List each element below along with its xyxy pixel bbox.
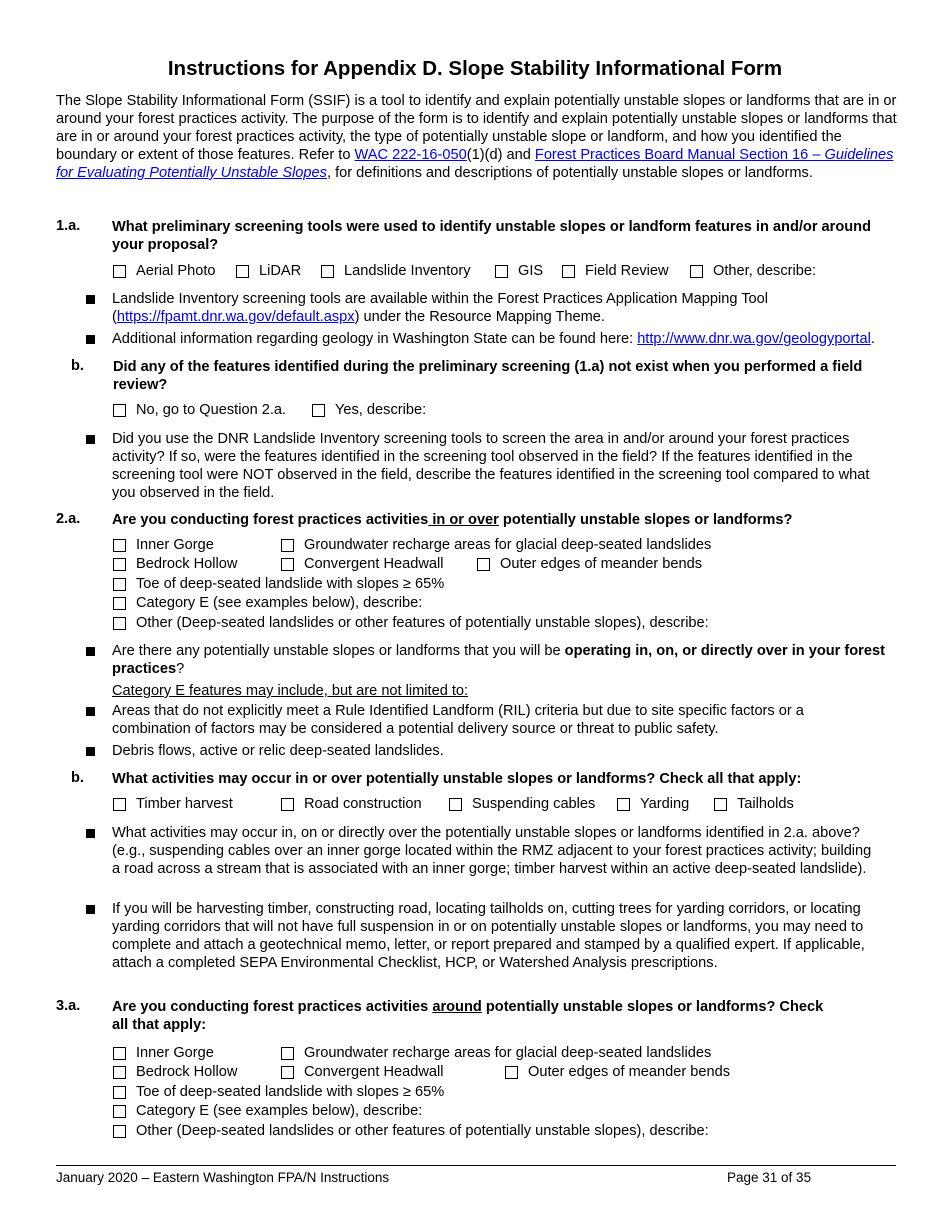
bullet-text-part: Additional information regarding geology in Washington State can be found here: bbox=[112, 331, 638, 347]
question-text: Are you conducting forest practices activities bbox=[112, 999, 433, 1015]
checkbox-box[interactable] bbox=[113, 265, 126, 278]
checkbox-outer-edges-3a[interactable] bbox=[505, 1063, 730, 1082]
checkbox-label: Category E (see examples below), describe: bbox=[136, 595, 423, 611]
checkbox-label: LiDAR bbox=[259, 263, 302, 279]
checkbox-box[interactable] bbox=[281, 1066, 294, 1079]
checkbox-other-features-3a[interactable] bbox=[113, 1122, 709, 1141]
checkbox-label: Yes, describe: bbox=[335, 402, 427, 418]
checkbox-label: GIS bbox=[518, 263, 544, 279]
checkbox-box[interactable] bbox=[321, 265, 334, 278]
question-number-1b: b. bbox=[71, 358, 84, 374]
checkbox-category-e-3a[interactable] bbox=[113, 1102, 422, 1121]
checkbox-convergent-headwall[interactable] bbox=[281, 555, 444, 574]
checkbox-box[interactable] bbox=[113, 597, 126, 610]
footer-left: January 2020 – Eastern Washington FPA/N Instructions bbox=[56, 1170, 390, 1185]
checkbox-tailholds[interactable] bbox=[714, 795, 794, 814]
checkbox-box[interactable] bbox=[505, 1066, 518, 1079]
bullet-square-icon bbox=[86, 435, 95, 444]
checkbox-label: Category E (see examples below), describe: bbox=[136, 1103, 423, 1119]
bullet-square-icon bbox=[86, 707, 95, 716]
checkbox-toe-landslide-3a[interactable] bbox=[113, 1083, 444, 1102]
board-manual-link-title: Guidelines for Evaluating Potentially Unstable Slopes bbox=[56, 147, 894, 181]
checkbox-label: Bedrock Hollow bbox=[136, 556, 238, 572]
checkbox-box[interactable] bbox=[113, 1047, 126, 1060]
checkbox-box[interactable] bbox=[495, 265, 508, 278]
question-emphasis: around bbox=[432, 999, 482, 1015]
checkbox-box[interactable] bbox=[113, 1086, 126, 1099]
checkbox-groundwater[interactable] bbox=[281, 536, 711, 555]
checkbox-label: Road construction bbox=[304, 796, 422, 812]
intro-paragraph bbox=[56, 92, 906, 182]
footer-page-number: Page 31 of 35 bbox=[727, 1170, 812, 1185]
checkbox-box[interactable] bbox=[449, 798, 462, 811]
checkbox-yarding[interactable] bbox=[617, 795, 689, 814]
checkbox-box[interactable] bbox=[236, 265, 249, 278]
checkbox-box[interactable] bbox=[113, 1066, 126, 1079]
checkbox-label: Toe of deep-seated landslide with slopes ≥ 65% bbox=[136, 576, 445, 592]
question-text: potentially unstable slopes or landforms? Check all that apply: bbox=[112, 999, 824, 1033]
checkbox-box[interactable] bbox=[281, 798, 294, 811]
fpamt-link[interactable]: https://fpamt.dnr.wa.gov/default.aspx bbox=[116, 309, 355, 325]
bullet-text-part: Landslide Inventory screening tools are available within the Forest Practices Application Mapping Tool ( bbox=[112, 291, 769, 325]
checkbox-box[interactable] bbox=[113, 404, 126, 417]
checkbox-label: Convergent Headwall bbox=[304, 1064, 444, 1080]
checkbox-convergent-headwall-3a[interactable] bbox=[281, 1063, 444, 1082]
checkbox-label: Yarding bbox=[640, 796, 690, 812]
checkbox-outer-edges[interactable] bbox=[477, 555, 702, 574]
checkbox-label: Groundwater recharge areas for glacial deep-seated landslides bbox=[304, 1045, 712, 1061]
checkbox-other[interactable] bbox=[690, 262, 816, 281]
geology-portal-link[interactable]: http://www.dnr.wa.gov/geologyportal bbox=[637, 331, 871, 347]
checkbox-label: Outer edges of meander bends bbox=[528, 1064, 731, 1080]
category-e-heading: Category E features may include, but are not limited to: bbox=[112, 683, 469, 699]
question-2a bbox=[112, 511, 912, 529]
checkbox-label: Convergent Headwall bbox=[304, 556, 444, 572]
intro-text-1: The Slope Stability Informational Form (SSIF) is a tool to identify and explain potentially unstable slopes or landforms that are in or around your forest practices activity. The purpose of the form is to identify and explain potentially unstable slopes or landforms that are in or around your forest practices activity, the type of potentially unstable slope or landform, and how you identified the boundary or extent of those features. Refer to bbox=[56, 93, 897, 163]
bullet-text-part: . bbox=[870, 331, 875, 347]
intro-text-3: , for definitions and descriptions of potentially unstable slopes or landforms. bbox=[326, 165, 813, 181]
checkbox-box[interactable] bbox=[690, 265, 703, 278]
bullet-text-part: Are there any potentially unstable slopes or landforms that you will be bbox=[112, 643, 565, 659]
checkbox-label: Other, describe: bbox=[713, 263, 817, 279]
checkbox-label: Aerial Photo bbox=[136, 263, 216, 279]
checkbox-road-construction[interactable] bbox=[281, 795, 422, 814]
checkbox-bedrock-hollow[interactable] bbox=[113, 555, 237, 574]
checkbox-inner-gorge[interactable] bbox=[113, 536, 214, 555]
checkbox-other-features[interactable] bbox=[113, 614, 709, 633]
checkbox-label: Toe of deep-seated landslide with slopes ≥ 65% bbox=[136, 1084, 445, 1100]
checkbox-box[interactable] bbox=[562, 265, 575, 278]
bullet-square-icon bbox=[86, 335, 95, 344]
checkbox-box[interactable] bbox=[113, 1105, 126, 1118]
checkbox-box[interactable] bbox=[113, 558, 126, 571]
checkbox-label: Outer edges of meander bends bbox=[500, 556, 703, 572]
bullet-text bbox=[112, 290, 892, 326]
checkbox-box[interactable] bbox=[113, 617, 126, 630]
question-number-3a: 3.a. bbox=[56, 998, 81, 1014]
checkbox-timber-harvest[interactable] bbox=[113, 795, 233, 814]
checkbox-groundwater-3a[interactable] bbox=[281, 1044, 711, 1063]
question-number-2a: 2.a. bbox=[56, 511, 81, 527]
page-title: Instructions for Appendix D. Slope Stability Informational Form bbox=[167, 57, 783, 80]
checkbox-landslide-inventory[interactable] bbox=[321, 262, 471, 281]
checkbox-category-e[interactable] bbox=[113, 594, 422, 613]
bullet-text-bold: operating in, on, or directly over in your forest practices bbox=[112, 643, 885, 677]
bullet-square-icon bbox=[86, 829, 95, 838]
bullet-text: Areas that do not explicitly meet a Rule Identified Landform (RIL) criteria but due to site specific factors or a combination of factors may be considered a potential delivery source or threat to public safety. bbox=[112, 703, 804, 737]
question-emphasis: in or over bbox=[428, 512, 499, 528]
checkbox-field-review[interactable] bbox=[562, 262, 669, 281]
question-1a: What preliminary screening tools were used to identify unstable slopes or landform features in and/or around your proposal? bbox=[112, 219, 872, 253]
bullet-text-part: ) under the Resource Mapping Theme. bbox=[354, 309, 605, 325]
checkbox-lidar[interactable] bbox=[236, 262, 301, 281]
checkbox-box[interactable] bbox=[113, 539, 126, 552]
question-number-2b: b. bbox=[71, 770, 84, 786]
bullet-text bbox=[112, 642, 892, 678]
checkbox-label: Timber harvest bbox=[136, 796, 233, 812]
question-2b: What activities may occur in or over potentially unstable slopes or landforms? Check all that apply: bbox=[112, 771, 802, 787]
checkbox-gis[interactable] bbox=[495, 262, 543, 281]
checkbox-label: Suspending cables bbox=[472, 796, 596, 812]
bullet-square-icon bbox=[86, 647, 95, 656]
bullet-text: If you will be harvesting timber, constructing road, locating tailholds on, cutting trees for yarding corridors, or locating yarding corridors that will not have full suspension in or on potentially unstable slopes or landforms, you may need to complete and attach a geotechnical memo, letter, or report prepared and stamped by a qualified expert. If applicable, attach a completed SEPA Environmental Checklist, HCP, or Watershed Analysis prescriptions. bbox=[112, 901, 865, 971]
checkbox-label: Groundwater recharge areas for glacial deep-seated landslides bbox=[304, 537, 712, 553]
checkbox-aerial-photo[interactable] bbox=[113, 262, 216, 281]
bullet-text-part: ? bbox=[176, 661, 185, 677]
bullet-text: Did you use the DNR Landslide Inventory screening tools to screen the area in and/or around your forest practices activity? If so, were the features identified in the screening tool observed in the field? If the features identified in the screening tool were NOT observed in the field, describe the features identified in the screening tool compared to what you observed in the field. bbox=[112, 431, 870, 501]
bullet-square-icon bbox=[86, 295, 95, 304]
checkbox-label: Landslide Inventory bbox=[344, 263, 471, 279]
checkbox-label: No, go to Question 2.a. bbox=[136, 402, 287, 418]
checkbox-suspending-cables[interactable] bbox=[449, 795, 595, 814]
checkbox-yes-describe[interactable] bbox=[312, 401, 426, 420]
bullet-square-icon bbox=[86, 747, 95, 756]
wac-link[interactable]: WAC 222-16-050 bbox=[354, 147, 467, 163]
question-text: Are you conducting forest practices activities bbox=[112, 512, 429, 528]
bullet-text bbox=[112, 330, 942, 348]
bullet-square-icon bbox=[86, 905, 95, 914]
checkbox-box[interactable] bbox=[113, 798, 126, 811]
checkbox-box[interactable] bbox=[312, 404, 325, 417]
checkbox-bedrock-hollow-3a[interactable] bbox=[113, 1063, 237, 1082]
question-3a bbox=[112, 998, 832, 1034]
checkbox-box[interactable] bbox=[281, 539, 294, 552]
checkbox-box[interactable] bbox=[281, 558, 294, 571]
question-text: potentially unstable slopes or landforms? bbox=[498, 512, 793, 528]
checkbox-label: Other (Deep-seated landslides or other features of potentially unstable slopes), describe: bbox=[136, 615, 709, 631]
checkbox-no-go-2a[interactable] bbox=[113, 401, 286, 420]
checkbox-box[interactable] bbox=[477, 558, 490, 571]
checkbox-box[interactable] bbox=[113, 1125, 126, 1138]
question-1b: Did any of the features identified during the preliminary screening (1.a) not exist when you performed a field review? bbox=[113, 359, 863, 393]
checkbox-box[interactable] bbox=[113, 578, 126, 591]
checkbox-label: Bedrock Hollow bbox=[136, 1064, 238, 1080]
checkbox-box[interactable] bbox=[281, 1047, 294, 1060]
checkbox-label: Inner Gorge bbox=[136, 537, 214, 553]
question-number-1a: 1.a. bbox=[56, 218, 81, 234]
checkbox-toe-landslide[interactable] bbox=[113, 575, 444, 594]
board-manual-link-text: Forest Practices Board Manual Section 16 – bbox=[534, 147, 825, 163]
footer-divider bbox=[56, 1165, 896, 1166]
intro-text-2: (1)(d) and bbox=[466, 147, 535, 163]
bullet-text: What activities may occur in, on or directly over the potentially unstable slopes or landforms identified in 2.a. above? (e.g., suspending cables over an inner gorge located within the RMZ adjacent to your forest practices activity; building a road across a stream that is associated with an inner gorge; timber harvest within an active deep-seated landslide). bbox=[112, 825, 872, 877]
checkbox-label: Tailholds bbox=[737, 796, 794, 812]
checkbox-label: Inner Gorge bbox=[136, 1045, 214, 1061]
checkbox-box[interactable] bbox=[617, 798, 630, 811]
checkbox-label: Other (Deep-seated landslides or other features of potentially unstable slopes), describe: bbox=[136, 1123, 709, 1139]
checkbox-inner-gorge-3a[interactable] bbox=[113, 1044, 214, 1063]
checkbox-label: Field Review bbox=[585, 263, 669, 279]
bullet-text: Debris flows, active or relic deep-seated landslides. bbox=[112, 743, 444, 759]
checkbox-box[interactable] bbox=[714, 798, 727, 811]
